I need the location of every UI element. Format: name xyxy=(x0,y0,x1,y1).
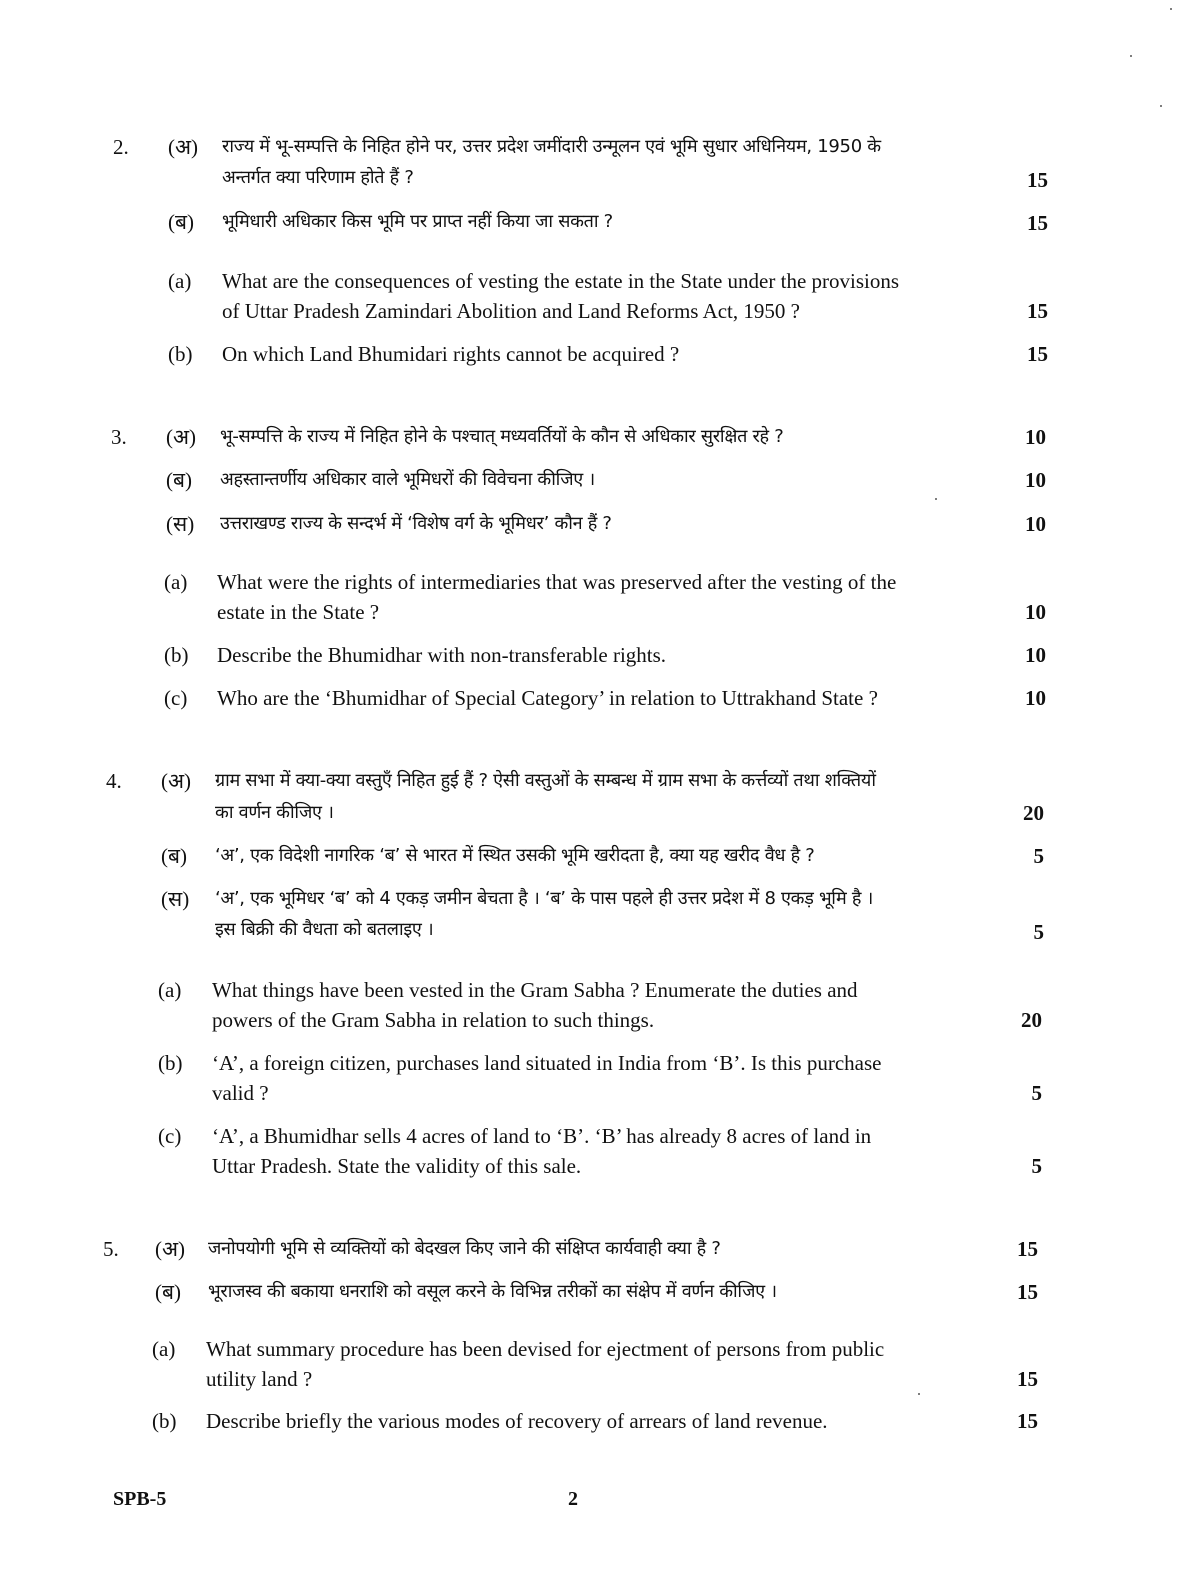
marks: 10 xyxy=(1025,643,1046,667)
marks: 15 xyxy=(1027,342,1048,366)
part-label: (c) xyxy=(158,1124,182,1148)
scan-speck xyxy=(1160,105,1162,107)
question-number: 3. xyxy=(111,425,127,449)
part-text: उत्तराखण्ड राज्य के सन्दर्भ में ‘विशेष वर्ग के भूमिधर’ कौन हैं ? xyxy=(220,513,612,534)
part-text: ‘अ’, एक विदेशी नागरिक ‘ब’ से भारत में स्थित उसकी भूमि खरीदता है, क्या यह खरीद वैध है ? xyxy=(215,845,815,866)
part-label: (b) xyxy=(152,1409,177,1433)
scan-speck xyxy=(918,1393,920,1395)
part-label: (a) xyxy=(152,1337,176,1361)
marks: 15 xyxy=(1027,299,1048,323)
part-label: (ब) xyxy=(168,210,194,234)
part-label: (a) xyxy=(164,570,188,594)
scan-speck xyxy=(935,498,937,500)
part-label: (अ) xyxy=(168,135,199,159)
part-text: Describe briefly the various modes of recovery of arrears of land revenue. xyxy=(206,1409,828,1433)
part-text: राज्य में भू-सम्पत्ति के निहित होने पर, उत्तर प्रदेश जमींदारी उन्मूलन एवं भूमि सुधार अधिनियम, 1950 के xyxy=(222,136,881,157)
part-text: का वर्णन कीजिए । xyxy=(215,802,334,823)
part-text: Describe the Bhumidhar with non-transferable rights. xyxy=(217,643,667,667)
part-label: (c) xyxy=(164,686,188,710)
part-text: भूराजस्व की बकाया धनराशि को वसूल करने के विभिन्न तरीकों का संक्षेप में वर्णन कीजिए । xyxy=(208,1281,777,1302)
part-text: What summary procedure has been devised for ejectment of persons from public xyxy=(206,1337,885,1361)
part-text: What things have been vested in the Gram Sabha ? Enumerate the duties and xyxy=(212,978,858,1002)
marks: 15 xyxy=(1017,1367,1038,1391)
marks: 10 xyxy=(1025,512,1046,536)
part-text: On which Land Bhumidari rights cannot be acquired ? xyxy=(222,342,680,366)
paper-code: SPB-5 xyxy=(113,1488,167,1510)
marks: 10 xyxy=(1025,686,1046,710)
question-number: 5. xyxy=(103,1237,119,1261)
marks: 10 xyxy=(1025,425,1046,449)
part-text: ग्राम सभा में क्या-क्या वस्तुएँ निहित हुई हैं ? ऐसी वस्तुओं के सम्बन्ध में ग्राम सभा के कर्त्तव्यों तथा शक्तियों xyxy=(215,770,876,791)
marks: 20 xyxy=(1021,1008,1042,1032)
part-label: (अ) xyxy=(155,1237,186,1261)
part-text: Uttar Pradesh. State the validity of this sale. xyxy=(212,1154,582,1178)
marks: 20 xyxy=(1023,801,1044,825)
marks: 15 xyxy=(1017,1237,1038,1261)
part-label: (स) xyxy=(166,512,195,536)
marks: 10 xyxy=(1025,468,1046,492)
part-text: भू-सम्पत्ति के राज्य में निहित होने के पश्चात् मध्यवर्तियों के कौन से अधिकार सुरक्षित रहे ? xyxy=(220,426,784,447)
marks: 5 xyxy=(1033,920,1044,944)
marks: 10 xyxy=(1025,600,1046,624)
part-label: (ब) xyxy=(161,844,187,868)
part-text: What were the rights of intermediaries that was preserved after the vesting of the xyxy=(217,570,897,594)
part-label: (स) xyxy=(161,887,190,911)
part-text: powers of the Gram Sabha in relation to such things. xyxy=(212,1008,655,1032)
part-label: (अ) xyxy=(161,769,192,793)
marks: 5 xyxy=(1033,844,1044,868)
marks: 15 xyxy=(1017,1409,1038,1433)
part-text: ‘अ’, एक भूमिधर ‘ब’ को 4 एकड़ जमीन बेचता है । ‘ब’ के पास पहले ही उत्तर प्रदेश में 8 एकड़ भूमि है । xyxy=(215,888,874,909)
part-label: (ब) xyxy=(155,1280,181,1304)
part-label: (अ) xyxy=(166,425,197,449)
marks: 15 xyxy=(1017,1280,1038,1304)
part-text: of Uttar Pradesh Zamindari Abolition and Land Reforms Act, 1950 ? xyxy=(222,299,800,323)
part-text: अन्तर्गत क्या परिणाम होते हैं ? xyxy=(222,167,414,188)
part-text: भूमिधारी अधिकार किस भूमि पर प्राप्त नहीं किया जा सकता ? xyxy=(222,211,613,232)
part-label: (b) xyxy=(168,342,193,366)
part-text: इस बिक्री की वैधता को बतलाइए । xyxy=(215,919,434,940)
marks: 15 xyxy=(1027,168,1048,192)
part-label: (b) xyxy=(158,1051,183,1075)
marks: 5 xyxy=(1031,1081,1042,1105)
question-number: 2. xyxy=(113,135,129,159)
scan-speck xyxy=(1170,8,1172,10)
part-label: (b) xyxy=(164,643,189,667)
marks: 15 xyxy=(1027,211,1048,235)
part-text: जनोपयोगी भूमि से व्यक्तियों को बेदखल किए जाने की संक्षिप्त कार्यवाही क्या है ? xyxy=(208,1238,721,1259)
part-text: अहस्तान्तर्णीय अधिकार वाले भूमिधरों की विवेचना कीजिए । xyxy=(220,469,595,490)
part-text: valid ? xyxy=(212,1081,269,1105)
part-text: Who are the ‘Bhumidhar of Special Category’ in relation to Uttrakhand State ? xyxy=(217,686,878,710)
part-text: What are the consequences of vesting the estate in the State under the provisions xyxy=(222,269,900,293)
part-label: (ब) xyxy=(166,468,192,492)
part-label: (a) xyxy=(168,269,192,293)
scan-speck xyxy=(1130,55,1132,57)
part-text: estate in the State ? xyxy=(217,600,380,624)
question-number: 4. xyxy=(106,769,122,793)
page-number: 2 xyxy=(568,1488,578,1510)
part-label: (a) xyxy=(158,978,182,1002)
part-text: ‘A’, a foreign citizen, purchases land situated in India from ‘B’. Is this purchase xyxy=(212,1051,882,1075)
part-text: utility land ? xyxy=(206,1367,313,1391)
marks: 5 xyxy=(1031,1154,1042,1178)
part-text: ‘A’, a Bhumidhar sells 4 acres of land to ‘B’. ‘B’ has already 8 acres of land in xyxy=(212,1124,872,1148)
